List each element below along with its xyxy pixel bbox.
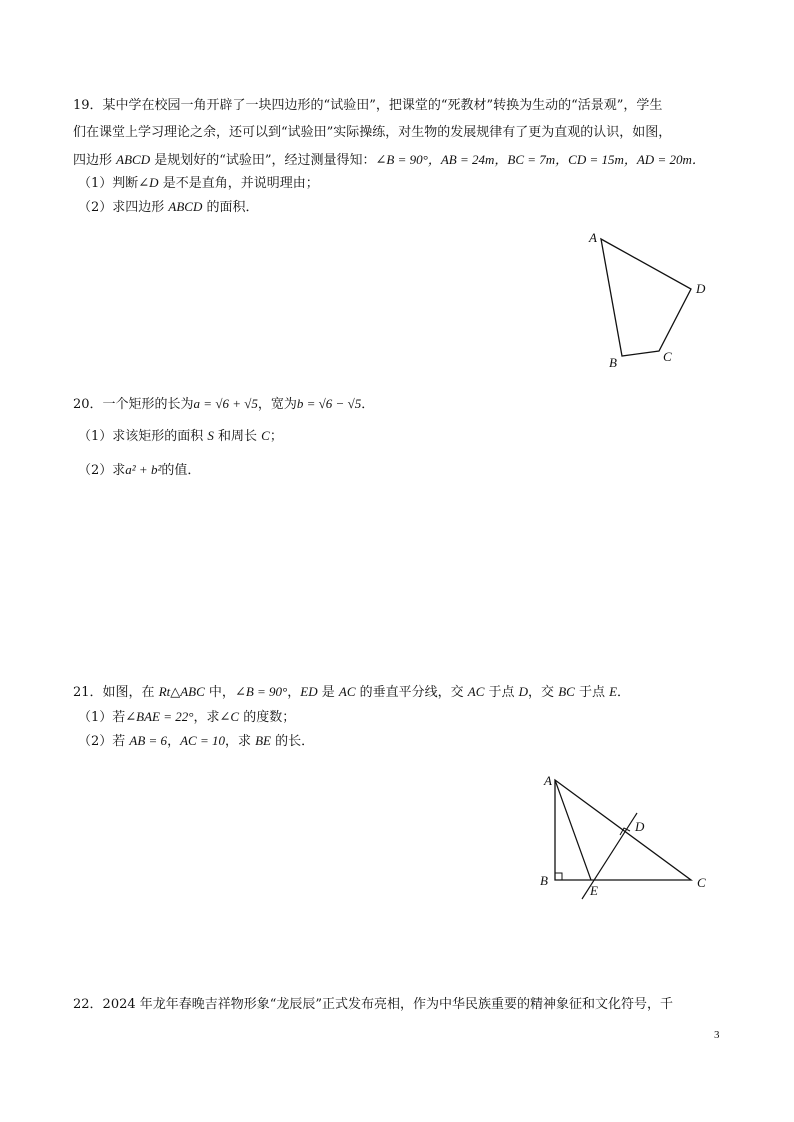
page-number: 3 [714,1029,720,1041]
q19-part2: （2）求四边形 ABCD 的面积． [78,199,259,215]
label-d: D [635,819,645,834]
label-b: B [609,355,617,370]
label-e: E [590,883,598,898]
label-d: D [696,281,706,296]
label-a: A [544,773,552,788]
q20-part2: （2）求a² + b²的值． [78,462,201,478]
q19-line3: 四边形 ABCD 是规划好的“试验田”，经过测量得知：∠B = 90°，AB = 24m，BC = 7m，CD = 15m，AD = 20m． [73,152,705,168]
segment-ae [555,780,591,880]
q20-part1: （1）求该矩形的面积 S 和周长 C； [78,428,283,444]
q21-triangle-figure [530,765,720,905]
quadrilateral-abcd [601,239,691,356]
label-c: C [663,349,672,364]
q19-part1: （1）判断∠D 是不是直角，并说明理由； [78,175,319,191]
q21-part2: （2）若 AB = 6，AC = 10，求 BE 的长． [78,733,315,749]
q22-line1: 22．2024 年龙年春晚吉祥物形象“龙辰辰”正式发布亮相，作为中华民族重要的精神象征和文化符号，千 [73,997,674,1012]
q21-line1: 21．如图，在 Rt△ABC 中，∠B = 90°，ED 是 AC 的垂直平分线，交 AC 于点 D，交 BC 于点 E． [73,684,631,700]
label-a: A [589,230,597,245]
label-b: B [540,873,548,888]
q19-quadrilateral-figure [580,225,720,375]
q21-part1: （1）若∠BAE = 22°，求∠C 的度数； [78,709,296,725]
q19-line2: 们在课堂上学习理论之余，还可以到“试验田”实际操练，对生物的发展规律有了更为直观的认识，如图， [73,125,672,140]
q20-line1: 20．一个矩形的长为a = √6 + √5，宽为b = √6 − √5． [73,396,375,412]
label-c: C [697,875,706,890]
right-angle-mark-b [555,873,562,880]
q19-line1: 19．某中学在校园一角开辟了一块四边形的“试验田”，把课堂的“死教材”转换为生动的“活景观”，学生 [73,98,663,113]
